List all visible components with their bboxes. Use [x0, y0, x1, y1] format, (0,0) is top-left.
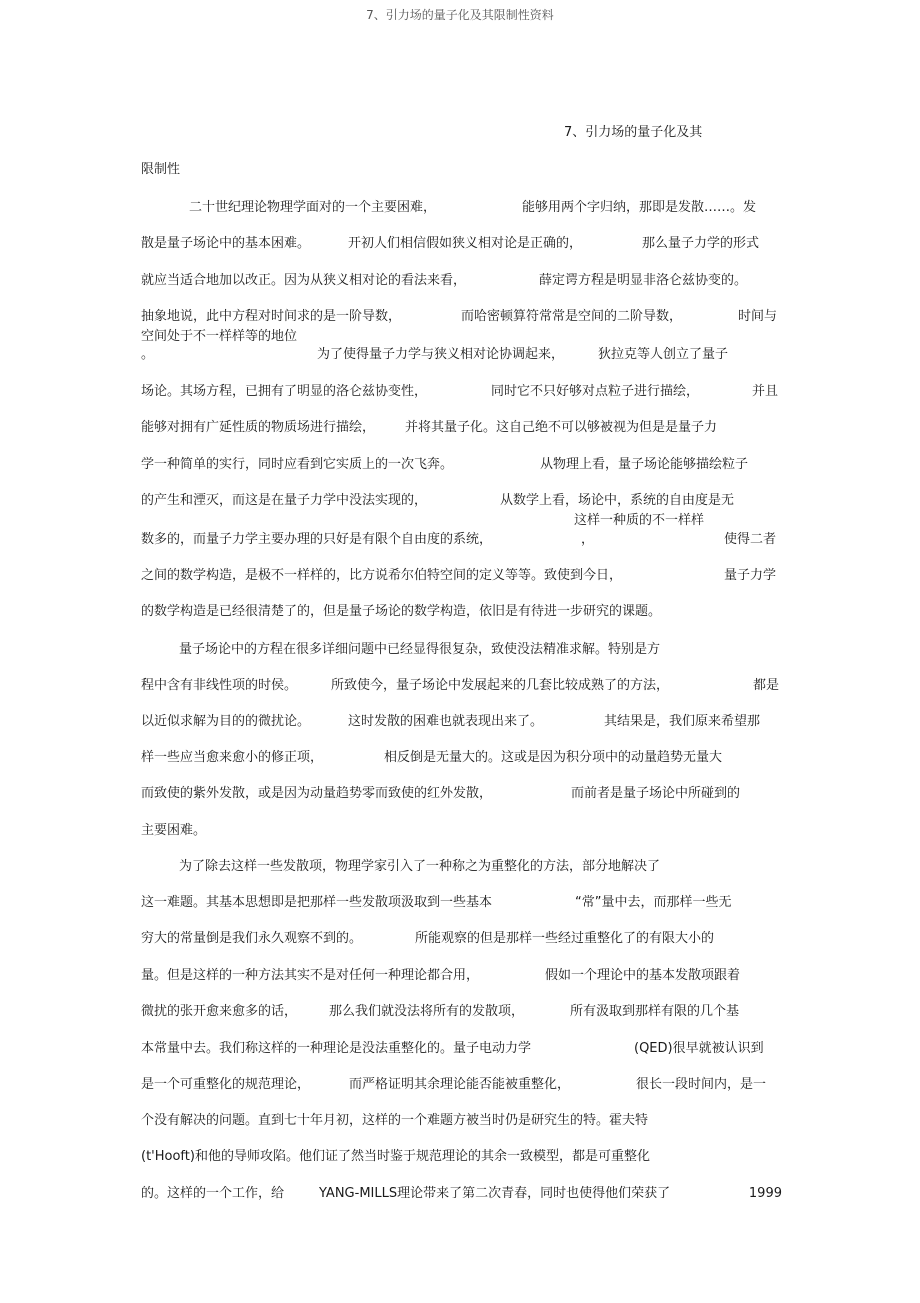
text-fragment: 这一难题。其基本思想即是把那样一些发散项汲取到一些基本	[141, 895, 493, 910]
text-fragment: 而严格证明其余理论能否能被重整化，	[349, 1077, 571, 1092]
text-fragment: 空间处于不一样样等的地位	[141, 329, 298, 344]
text-fragment: 所致使今，量子场论中发展起来的几套比较成熟了的方法，	[331, 678, 670, 693]
text-fragment: 能够用两个字归纳，那即是发散……。发	[522, 200, 757, 215]
text-fragment: 而前者是量子场论中所碰到的	[571, 786, 741, 801]
text-fragment: 微扰的张开愈来愈多的话，	[141, 1004, 298, 1019]
text-fragment: (QED)很早就被认识到	[634, 1041, 764, 1056]
text-fragment: 相反倒是无量大的。这或是因为积分项中的动量趋势无量大	[384, 750, 723, 765]
text-fragment: 这时发散的困难也就表现出来了。	[348, 714, 544, 729]
text-fragment: 时间与	[738, 309, 778, 324]
text-fragment: 量子场论中的方程在很多详细问题中已经显得很复杂，致使没法精准求解。特别是方	[179, 642, 661, 657]
text-fragment: 那么量子力学的形式	[642, 236, 760, 251]
text-line	[141, 966, 782, 986]
text-fragment: 所有汲取到那样有限的几个基	[570, 1004, 740, 1019]
text-line	[141, 418, 782, 438]
text-fragment: 其结果是，我们原来希望那	[604, 714, 761, 729]
text-line	[141, 327, 782, 347]
text-line	[141, 821, 782, 841]
text-fragment: 是一个可重整化的规范理论，	[141, 1077, 311, 1092]
text-line	[141, 712, 782, 732]
doc-title: 7、引力场的量子化及其	[564, 125, 703, 140]
text-fragment: 抽象地说，此中方程对时间求的是一阶导数，	[141, 309, 402, 324]
text-line	[141, 271, 782, 291]
title-line	[141, 123, 782, 143]
text-line	[141, 1075, 782, 1095]
text-line	[141, 1184, 782, 1204]
text-fragment: 样一些应当愈来愈小的修正项，	[141, 750, 324, 765]
text-line	[141, 455, 782, 475]
text-fragment: 量子力学	[724, 568, 777, 583]
text-line	[141, 1111, 782, 1131]
text-line	[141, 893, 782, 913]
text-fragment: 都是	[753, 678, 780, 693]
text-fragment: 以近似求解为目的的微扰论。	[141, 714, 311, 729]
text-line	[141, 491, 782, 511]
text-line	[141, 1147, 782, 1167]
text-fragment: 而致使的紫外发散，或是因为动量趋势零而致使的红外发散，	[141, 786, 493, 801]
text-fragment: 从物理上看，量子场论能够描绘粒子	[540, 457, 749, 472]
text-line	[141, 566, 782, 586]
text-fragment: 个没有解决的问题。直到七十年月初，这样的一个难题方被当时仍是研究生的特。霍夫特	[141, 1113, 649, 1128]
text-fragment: 同时它不只好够对点粒子进行描绘，	[491, 384, 700, 399]
title-continuation-line	[141, 160, 782, 180]
text-fragment: 薛定谔方程是明显非洛仑兹协变的。	[539, 273, 748, 288]
text-line	[141, 784, 782, 804]
text-line	[141, 1039, 782, 1059]
text-fragment: 场论。其场方程，已拥有了明显的洛仑兹协变性，	[141, 384, 428, 399]
text-fragment: 并将其量子化。这自己绝不可以够被视为但是是量子力	[405, 420, 718, 435]
text-line	[141, 676, 782, 696]
text-fragment: 的。这样的一个工作，给	[141, 1186, 285, 1201]
text-fragment: “常”量中去，而那样一些无	[575, 895, 732, 910]
text-fragment: 从数学上看，场论中，系统的自由度是无	[500, 493, 735, 508]
text-fragment: 之间的数学构造，是极不一样样的，比方说希尔伯特空间的定义等等。致使到今日，	[141, 568, 623, 583]
text-fragment: 就应当适合地加以改正。因为从狭义相对论的看法来看，	[141, 273, 467, 288]
text-fragment: 而哈密顿算符常常是空间的二阶导数，	[461, 309, 683, 324]
text-fragment: 为了除去这样一些发散项，物理学家引入了一种称之为重整化的方法，部分地解决了	[179, 859, 661, 874]
text-line	[141, 530, 782, 550]
text-fragment: 那么我们就没法将所有的发散项，	[329, 1004, 525, 1019]
text-fragment: 为了使得量子力学与狭义相对论协调起来，	[317, 347, 565, 362]
text-fragment: 程中含有非线性项的时侯。	[141, 678, 298, 693]
text-fragment: 散是量子场论中的基本困难。	[141, 236, 311, 251]
text-fragment: 本常量中去。我们称这样的一种理论是没法重整化的。量子电动力学	[141, 1041, 532, 1056]
text-fragment: 这样一种质的不一样样	[574, 513, 705, 528]
text-fragment: 量。但是这样的一种方法其实不是对任何一种理论都合用，	[141, 968, 480, 983]
text-fragment: 的产生和湮灭，而这是在量子力学中没法实现的，	[141, 493, 428, 508]
text-fragment: 狄拉克等人创立了量子	[598, 347, 729, 362]
text-fragment: 二十世纪理论物理学面对的一个主要困难，	[189, 200, 437, 215]
text-fragment: 的数学构造是已经很清楚了的，但是量子场论的数学构造，依旧是有待进一步研究的课题。	[141, 604, 662, 619]
text-line	[141, 511, 782, 531]
text-line	[141, 307, 782, 327]
text-fragment: 很长一段时间内，是一	[636, 1077, 767, 1092]
text-line	[141, 929, 782, 949]
text-fragment: 假如一个理论中的基本发散项跟着	[545, 968, 741, 983]
text-fragment: 主要困难。	[141, 823, 207, 838]
text-fragment: 能够对拥有广延性质的物质场进行描绘，	[141, 420, 376, 435]
text-line	[141, 857, 782, 877]
text-line	[141, 234, 782, 254]
text-line	[141, 640, 782, 660]
doc-title-continuation: 限制性	[141, 162, 181, 177]
text-fragment: 学一种简单的实行，同时应看到它实质上的一次飞奔。	[141, 457, 454, 472]
text-fragment: 。	[141, 347, 155, 362]
text-fragment: 1999	[748, 1186, 782, 1201]
text-line	[141, 382, 782, 402]
text-fragment: 穷大的常量倒是我们永久观察不到的。	[141, 931, 363, 946]
text-fragment: (t'Hooft)和他的导师攻陷。他们证了然当时鉴于规范理论的其余一致模型，都是可重整化	[141, 1149, 650, 1164]
text-fragment: 数多的，而量子力学主要办理的只好是有限个自由度的系统，	[141, 532, 493, 547]
text-fragment: ，	[581, 532, 595, 547]
text-fragment: YANG-MILLS理论带来了第二次青春，同时也使得他们荣获了	[319, 1186, 671, 1201]
text-fragment: 所能观察的但是那样一些经过重整化了的有限大小的	[415, 931, 715, 946]
text-line	[141, 345, 782, 365]
text-fragment: 开初人们相信假如狭义相对论是正确的，	[348, 236, 583, 251]
text-line	[141, 748, 782, 768]
text-line	[141, 602, 782, 622]
page-header: 7、引力场的量子化及其限制性资料	[366, 8, 554, 22]
text-line	[141, 198, 782, 218]
text-line	[141, 1002, 782, 1022]
text-fragment: 并且	[752, 384, 779, 399]
text-fragment: 使得二者	[724, 532, 777, 547]
